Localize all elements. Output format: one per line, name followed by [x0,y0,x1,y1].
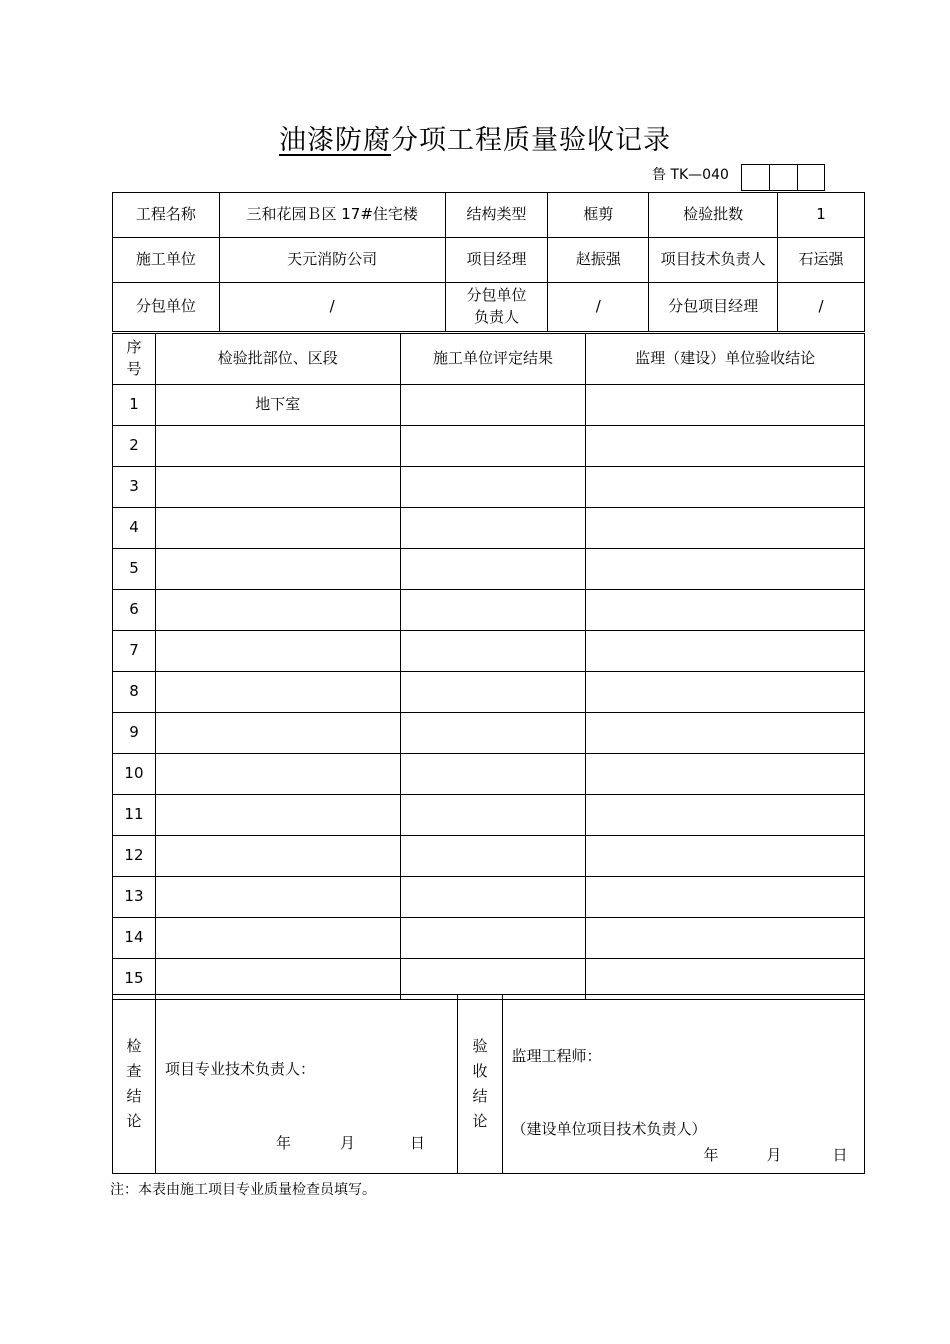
table-row [113,631,865,672]
seq-header-line2: 号 [126,360,142,378]
footnote: 注：本表由施工项目专业质量检查员填写。 [110,1182,376,1198]
row-conclusion[interactable] [586,426,865,467]
info-table [112,192,865,332]
row-conclusion[interactable] [586,467,865,508]
row-result[interactable] [400,672,586,713]
table-row [113,918,865,959]
row-location[interactable]: 地下室 [155,385,400,426]
row-conclusion[interactable] [586,672,865,713]
row-conclusion[interactable] [586,795,865,836]
row-location[interactable] [155,467,400,508]
batch-count-label: 检验批数 [649,193,778,238]
row-location[interactable] [155,877,400,918]
month-label: 月 [766,1146,782,1164]
owner-label: （建设单位项目技术负责人） [511,1120,707,1138]
table-row [113,426,865,467]
row-result[interactable] [400,590,586,631]
code-box[interactable] [741,164,769,191]
row-conclusion[interactable] [586,754,865,795]
accept-conclusion-area[interactable] [503,995,865,1174]
subcontractor-value[interactable]: / [219,283,445,332]
row-number: 14 [113,918,156,959]
row-conclusion[interactable] [586,385,865,426]
items-table [112,333,865,1000]
row-result[interactable] [400,754,586,795]
row-location[interactable] [155,713,400,754]
row-number: 7 [113,631,156,672]
contractor-value[interactable]: 天元消防公司 [219,238,445,283]
row-result[interactable] [400,467,586,508]
row-result[interactable] [400,877,586,918]
row-result[interactable] [400,713,586,754]
row-result[interactable] [400,385,586,426]
code-box[interactable] [797,164,825,191]
check-label-char: 查 [126,1062,142,1080]
sub-lead-value[interactable]: / [548,283,649,332]
check-label-char: 论 [126,1112,142,1130]
row-number: 10 [113,754,156,795]
table-row [113,836,865,877]
structure-type-value[interactable]: 框剪 [548,193,649,238]
project-name-value[interactable]: 三和花园Ｂ区 17#住宅楼 [219,193,445,238]
sub-lead-label-line2: 负责人 [473,308,519,326]
row-location[interactable] [155,795,400,836]
row-number: 3 [113,467,156,508]
project-manager-value[interactable]: 赵振强 [548,238,649,283]
table-row [113,877,865,918]
row-conclusion[interactable] [586,590,865,631]
conclusion-header: 监理（建设）单位验收结论 [586,334,865,385]
table-row [113,672,865,713]
row-number: 11 [113,795,156,836]
check-conclusion-area[interactable] [155,995,457,1174]
table-row [113,467,865,508]
result-header: 施工单位评定结果 [400,334,586,385]
year-label: 年 [275,1134,291,1152]
row-result[interactable] [400,549,586,590]
table-row [113,795,865,836]
day-label: 日 [832,1146,848,1164]
row-number: 12 [113,836,156,877]
row-location[interactable] [155,549,400,590]
location-header: 检验批部位、区段 [155,334,400,385]
check-date [276,1133,425,1155]
table-row [113,385,865,426]
tech-lead-label: 项目技术负责人 [649,238,778,283]
accept-label-char: 收 [472,1062,488,1080]
row-conclusion[interactable] [586,836,865,877]
subcontractor-label: 分包单位 [113,283,220,332]
structure-type-label: 结构类型 [445,193,548,238]
check-conclusion-label [113,995,156,1174]
table-row [113,549,865,590]
row-conclusion[interactable] [586,877,865,918]
row-number: 13 [113,877,156,918]
accept-date [703,1145,847,1167]
contractor-label: 施工单位 [113,238,220,283]
check-label-char: 检 [126,1037,142,1055]
sub-lead-label [445,283,548,332]
row-location[interactable] [155,426,400,467]
row-number: 5 [113,549,156,590]
batch-count-value[interactable]: 1 [778,193,865,238]
row-number: 8 [113,672,156,713]
row-location[interactable] [155,631,400,672]
row-location[interactable] [155,590,400,631]
check-label-char: 结 [126,1087,142,1105]
row-location[interactable] [155,754,400,795]
row-location[interactable] [155,836,400,877]
row-number: 9 [113,713,156,754]
row-number: 15 [113,959,156,1000]
row-result[interactable] [400,918,586,959]
project-name-label: 工程名称 [113,193,220,238]
sign-table [112,994,865,1174]
table-row [113,508,865,549]
code-box[interactable] [769,164,797,191]
tech-lead-value[interactable]: 石运强 [778,238,865,283]
day-label: 日 [409,1134,425,1152]
sub-lead-label-line1: 分包单位 [466,286,527,305]
title-rest: 分项工程质量验收记录 [391,125,671,156]
accept-label-char: 验 [472,1037,488,1055]
title-underlined: 油漆防腐 [279,125,391,156]
row-conclusion[interactable] [586,549,865,590]
row-result[interactable] [400,836,586,877]
check-person-label: 项目专业技术负责人： [164,1060,315,1078]
row-location[interactable] [155,672,400,713]
row-result[interactable] [400,795,586,836]
seq-header-line1: 序 [126,338,142,357]
row-conclusion[interactable] [586,918,865,959]
row-conclusion[interactable] [586,713,865,754]
project-manager-label: 项目经理 [445,238,548,283]
row-conclusion[interactable] [586,631,865,672]
year-label: 年 [703,1146,719,1164]
code-boxes [741,164,825,191]
row-conclusion[interactable] [586,508,865,549]
row-number: 6 [113,590,156,631]
accept-label-char: 论 [472,1112,488,1130]
row-number: 4 [113,508,156,549]
row-number: 2 [113,426,156,467]
page-title [0,118,950,157]
sub-manager-label: 分包项目经理 [649,283,778,332]
row-result[interactable] [400,631,586,672]
row-location[interactable] [155,918,400,959]
table-row [113,754,865,795]
row-location[interactable] [155,508,400,549]
form-code: 鲁 TK—040 [652,167,729,183]
supervisor-label: 监理工程师： [511,1047,602,1065]
seq-header [113,334,156,385]
accept-label-char: 结 [472,1087,488,1105]
sub-manager-value[interactable]: / [778,283,865,332]
table-row [113,713,865,754]
table-row [113,590,865,631]
month-label: 月 [339,1134,355,1152]
accept-conclusion-label [457,995,503,1174]
row-result[interactable] [400,508,586,549]
row-result[interactable] [400,426,586,467]
row-number: 1 [113,385,156,426]
